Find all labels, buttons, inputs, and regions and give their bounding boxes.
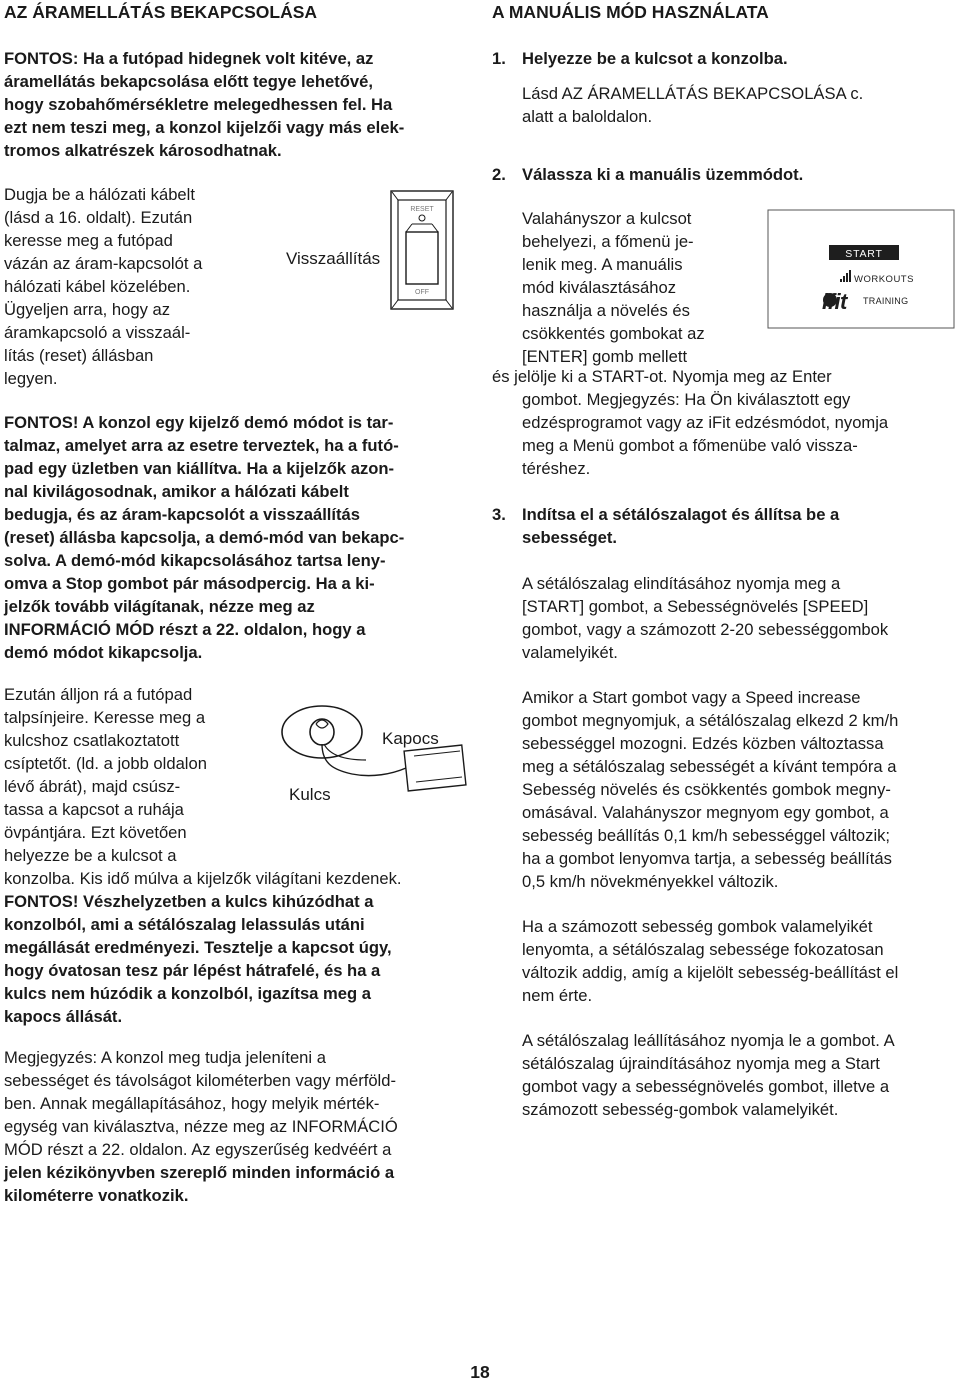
text-line: gombot megnyomjuk, a sétálószalag elkezd 2 km/h <box>522 711 899 730</box>
display-training: TRAINING <box>863 296 909 306</box>
text-line: [START] gombot, a Sebességnövelés [SPEED] <box>522 597 869 616</box>
text-line: számozott sebesség-gombok valamelyikét. <box>522 1100 839 1119</box>
text-line: lenyomta, a sétálószalag sebessége fokozatosan <box>522 940 884 959</box>
text-line: A sétálószalag elindításához nyomja meg a <box>522 574 841 593</box>
text-line: keresse meg a futópad <box>4 231 173 250</box>
text-line: Ezután álljon rá a futópad <box>4 685 193 704</box>
text-line: Ha a számozott sebesség gombok valamelyikét <box>522 917 873 936</box>
warning-line: tromos alkatrészek károsodhatnak. <box>4 141 282 160</box>
text-line: omásával. Valahányszor megnyom egy gombot, a <box>522 803 889 822</box>
text-line: FONTOS! A konzol egy kijelző demó módot is tar- <box>4 413 394 432</box>
key-label: Kulcs <box>289 785 331 804</box>
text-line: sétálószalag újraindításához nyomja meg a Start <box>522 1054 880 1073</box>
step-title: Helyezze be a kulcsot a konzolba. <box>522 49 788 68</box>
switch-off-text: OFF <box>415 289 429 296</box>
text-line: Valahányszor a kulcsot <box>522 209 692 228</box>
units-note <box>4 1046 466 1207</box>
warning-line: ezt nem teszi meg, a konzol kijelzői vagy más elek- <box>4 118 405 137</box>
text-line: hálózati kábel közelében. <box>4 277 191 296</box>
step-title: Indítsa el a sétálószalagot és állítsa be a <box>522 505 840 524</box>
text-line: demó módot kikapcsolja. <box>4 643 203 662</box>
text-line: konzolba. Kis idő múlva a kijelzők világítani kezdenek. <box>4 869 402 888</box>
text-line: FONTOS! Vészhelyzetben a kulcs kihúzódhat a <box>4 892 374 911</box>
paragraph <box>522 915 956 1007</box>
text-line: változik addig, amíg a kijelölt sebesség-beállítást el <box>522 963 899 982</box>
display-workouts: WORKOUTS <box>854 274 914 285</box>
ifit-logo: ifit <box>822 289 847 314</box>
text-line: kulcshoz csatlakoztatott <box>4 731 180 750</box>
section-title-manual: A MANUÁLIS MÓD HASZNÁLATA <box>492 2 769 22</box>
step-number: 1. <box>492 49 506 68</box>
step-2-continued <box>492 365 956 480</box>
text-line: gombot vagy a sebességnövelés gombot, illetve a <box>522 1077 890 1096</box>
reset-switch-label: Visszaállítás <box>286 249 381 268</box>
text-line: meg a Menü gombot a főmenübe való vissza- <box>522 436 858 455</box>
text-line: omva a Stop gombot pár másodpercig. Ha a ki- <box>4 574 375 593</box>
text-line: csíptetőt. (ld. a jobb oldalon <box>4 754 207 773</box>
text-line: megállását eredményezi. Tesztelje a kapcsot úgy, <box>4 938 392 957</box>
text-line: Megjegyzés: A konzol meg tudja jeleníteni a <box>4 1048 326 1067</box>
text-line: solva. A demó-mód kikapcsolásához tartsa leny- <box>4 551 386 570</box>
text-line: jelzők tovább világítanak, nézze meg az <box>4 597 315 616</box>
paragraph <box>522 686 956 893</box>
warning-line: hogy szobahőmérsékletre melegedhessen fel. Ha <box>4 95 393 114</box>
console-display-illustration <box>767 209 955 329</box>
text-line: kapocs állását. <box>4 1007 123 1026</box>
text-line: kulcs nem húzódik a konzolból, igazítsa meg a <box>4 984 371 1003</box>
text-line: pad egy üzletben van kiállítva. Ha a kijelzők azon- <box>4 459 395 478</box>
paragraph <box>522 1029 956 1121</box>
text-line: ben. Annak megállapításához, hogy melyik mérték- <box>4 1094 380 1113</box>
text-line: alatt a baloldalon. <box>522 107 653 126</box>
text-line: nal kivilágosodnak, amikor a hálózati kábelt <box>4 482 349 501</box>
note-line-part: MÓD részt a 22. oldalon. Az egyszerűség kedvéért a <box>4 1140 392 1159</box>
demo-mode-warning <box>4 411 466 664</box>
section-title-power: AZ ÁRAMELLÁTÁS BEKAPCSOLÁSA <box>4 2 318 22</box>
text-line: INFORMÁCIÓ MÓD részt a 22. oldalon, hogy a <box>4 620 366 639</box>
text-line: gombot, vagy a számozott 2-20 sebességgombok <box>522 620 889 639</box>
text-line: talmaz, amelyet arra az esetre terveztek, ha a futó- <box>4 436 399 455</box>
text-line: Amikor a Start gombot vagy a Speed increase <box>522 688 861 707</box>
text-line: sebességgel mozogni. Edzés közben változtassa <box>522 734 884 753</box>
text-line: áramkapcsoló a visszaál- <box>4 323 191 342</box>
text-line: sebességet és távolságot kilométerben vagy mérföld- <box>4 1071 397 1090</box>
warning-line: FONTOS: Ha a futópad hidegnek volt kitéve, az <box>4 49 374 68</box>
text-line: ha a gombot lenyomva tartja, a sebesség beállítás <box>522 849 892 868</box>
text-line: Lásd AZ ÁRAMELLÁTÁS BEKAPCSOLÁSA c. <box>522 84 864 103</box>
text-line: meg a sétálószalag sebességét a kívánt tempóra a <box>522 757 897 776</box>
text-line: [ENTER] gomb mellett <box>522 347 688 366</box>
warning-line: áramellátás bekapcsolása előtt tegye lehetővé, <box>4 72 373 91</box>
text-line: konzolból, ami a sétálószalag lelassulás utáni <box>4 915 365 934</box>
clip-label: Kapocs <box>382 729 439 748</box>
text-line: téréshez. <box>522 459 591 478</box>
text-line: Ügyeljen arra, hogy az <box>4 300 171 319</box>
text-line: helyezze be a kulcsot a <box>4 846 177 865</box>
cold-warning <box>4 47 466 162</box>
text-line: bedugja, és az áram-kapcsolót a visszaállítás <box>4 505 361 524</box>
text-line: Sebesség növelés és csökkentés gombok megny- <box>522 780 891 799</box>
text-line: talpsínjeire. Keresse meg a <box>4 708 206 727</box>
step-number: 2. <box>492 165 506 184</box>
text-line: edzésprogramot vagy az iFit edzésmódot, nyomja <box>522 413 889 432</box>
step-number: 3. <box>492 505 506 524</box>
step-1 <box>522 47 952 128</box>
step-title: Válassza ki a manuális üzemmódot. <box>522 165 804 184</box>
text-line: behelyezi, a főmenü je- <box>522 232 694 251</box>
text-line: (lásd a 16. oldalt). Ezután <box>4 208 193 227</box>
text-line: lévő ábrát), majd csúsz- <box>4 777 181 796</box>
text-line: jelen kézikönyvben szereplő minden információ a <box>4 1163 395 1182</box>
power-switch-illustration <box>388 188 458 312</box>
text-line: tassa a kapcsot a ruhája <box>4 800 184 819</box>
text-line: nem érte. <box>522 986 593 1005</box>
plug-in-instructions <box>4 183 264 390</box>
page-number: 18 <box>470 1362 490 1382</box>
text-line: kilométerre vonatkozik. <box>4 1186 189 1205</box>
text-line: mód kiválasztásához <box>522 278 677 297</box>
paragraph <box>522 572 956 664</box>
text-line: A sétálószalag leállításához nyomja le a gombot. A <box>522 1031 895 1050</box>
text-line: 0,5 km/h növekményekkel változik. <box>522 872 779 891</box>
text-line: és jelölje ki a START-ot. Nyomja meg az Enter <box>492 367 832 386</box>
text-line: sebesség beállítás 0,1 km/h sebességgel változik; <box>522 826 891 845</box>
switch-reset-text: RESET <box>410 206 434 213</box>
text-line: vázán az áram-kapcsolót a <box>4 254 203 273</box>
text-line: hogy óvatosan tesz pár lépést hátrafelé, és ha a <box>4 961 381 980</box>
text-line: övpántjára. Ezt követően <box>4 823 187 842</box>
display-start: START <box>845 248 883 260</box>
text-line: Dugja be a hálózati kábelt <box>4 185 195 204</box>
text-line: (reset) állásba kapcsolja, a demó-mód van bekapc- <box>4 528 405 547</box>
text-line: gombot. Megjegyzés: Ha Ön kiválasztott egy <box>522 390 851 409</box>
text-line <box>4 1138 466 1161</box>
text-line: csökkentés gombokat az <box>522 324 705 343</box>
text-line: lenik meg. A manuális <box>522 255 683 274</box>
text-line: valamelyikét. <box>522 643 618 662</box>
text-line: legyen. <box>4 369 58 388</box>
step-3 <box>522 503 956 1121</box>
text-line: használja a növelés és <box>522 301 690 320</box>
step-title: sebességet. <box>522 528 618 547</box>
text-line: egység van kiválasztva, nézze meg az INFORMÁCIÓ <box>4 1117 398 1136</box>
text-line: lítás (reset) állásban <box>4 346 154 365</box>
